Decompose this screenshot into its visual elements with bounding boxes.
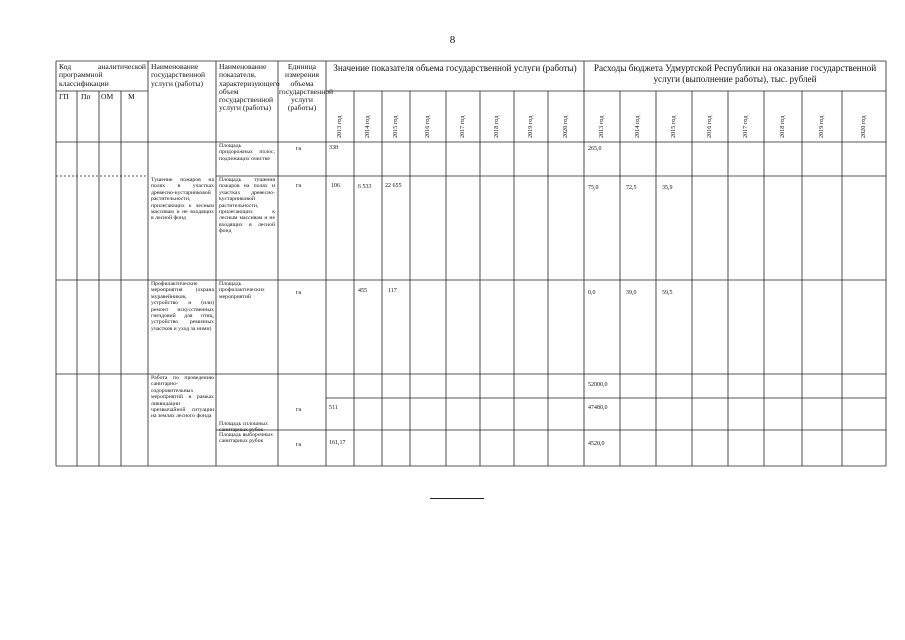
indicator-cell: Площадь сплошных санитарных рубок [219,421,268,434]
header-om: ОМ [101,92,114,101]
budget-cell: 75,0 [588,185,599,191]
service-cell: Работа по проведению санитарно-оздоровительных мероприятий в рамках ликвидации чрезвычайной ситуации на землях лесного фонда [151,375,214,420]
value-cell: 161,17 [329,440,346,446]
year-header: 2013 год [598,115,605,138]
year-header: 2016 год [424,115,431,138]
value-cell: 22 655 [385,183,402,189]
value-cell: 6 533 [358,184,372,190]
indicator-cell: Площадь выборочных санитарных рубок [219,432,273,445]
year-header: 2014 год [634,115,641,138]
header-gp: ГП [59,92,69,101]
year-header: 2015 год [670,115,677,138]
value-cell: 117 [388,288,397,294]
unit-cell: га [296,442,302,448]
page-number: 8 [449,34,456,46]
service-cell: Тушение пожаров на полях в участках древесно-кустарниковой растительности, прилегающих к лесным массивам и не входящих в лесной фонд [151,177,214,222]
unit-cell: га [296,183,302,189]
year-header: 2017 год [459,115,466,138]
value-cell: 338 [329,145,338,151]
header-service-name: Наименование государственной услуги (работы) [151,62,206,88]
budget-cell: 35,9 [662,185,673,191]
header-m: М [128,92,135,101]
year-header: 2018 год [493,115,500,138]
year-header: 2019 год [818,115,825,138]
service-cell: Профилактические мероприятия (охрана муравейников, устройство и (или) ремонт искусственных гнездовий для птиц, устройство ремизных участков и уход за ними) [151,281,214,332]
value-cell: 511 [329,405,338,411]
unit-cell: га [296,290,302,296]
budget-cell: 4520,0 [588,441,605,447]
year-header: 2017 год [742,115,749,138]
header-kod: Код аналитической программной классификации [59,62,146,88]
indicator-cell: Площадь профилактических мероприятий [219,281,265,300]
year-header: 2016 год [706,115,713,138]
year-header: 2015 год [392,115,399,138]
unit-cell: га [296,146,302,152]
header-indicator-name: Наименование показателя, характеризующего объем государственной услуги (работы) [219,62,280,113]
value-cell: 106 [331,183,340,189]
year-header: 2020 год [860,115,867,138]
budget-cell: 52000,0 [588,382,608,388]
year-header: 2013 год [336,115,343,138]
header-volume-group: Значение показателя объема государственной услуги (работы) [333,63,577,73]
header-pp: Пп [81,92,91,101]
budget-cell: 265,0 [588,146,602,152]
indicator-cell: Площадь тушения пожаров на полях и участках древесно-кустарниковой растительности, прилегающих к лесным массивам и не входящих в лесной фонд [219,177,275,235]
budget-cell: 72,5 [626,185,637,191]
header-unit: Единица измерения объема государственной услуги (работы) [279,62,334,113]
year-header: 2019 год [527,115,534,138]
value-cell: 455 [358,288,367,294]
budget-cell: 0,0 [588,290,596,296]
budget-cell: 47480,0 [588,405,608,411]
budget-cell: 39,0 [626,290,637,296]
footnote-separator [430,498,484,499]
year-header: 2014 год [364,115,371,138]
unit-cell: га [296,407,302,413]
indicator-cell: Площадь придорожных полос, подлежащих очистке [219,143,275,162]
header-budget-group: Расходы бюджета Удмуртской Республики на оказание государственной услуги (выполнение работы), тыс. рублей [593,63,877,84]
year-header: 2020 год [562,115,569,138]
year-header: 2018 год [779,115,786,138]
budget-cell: 59,5 [662,290,673,296]
